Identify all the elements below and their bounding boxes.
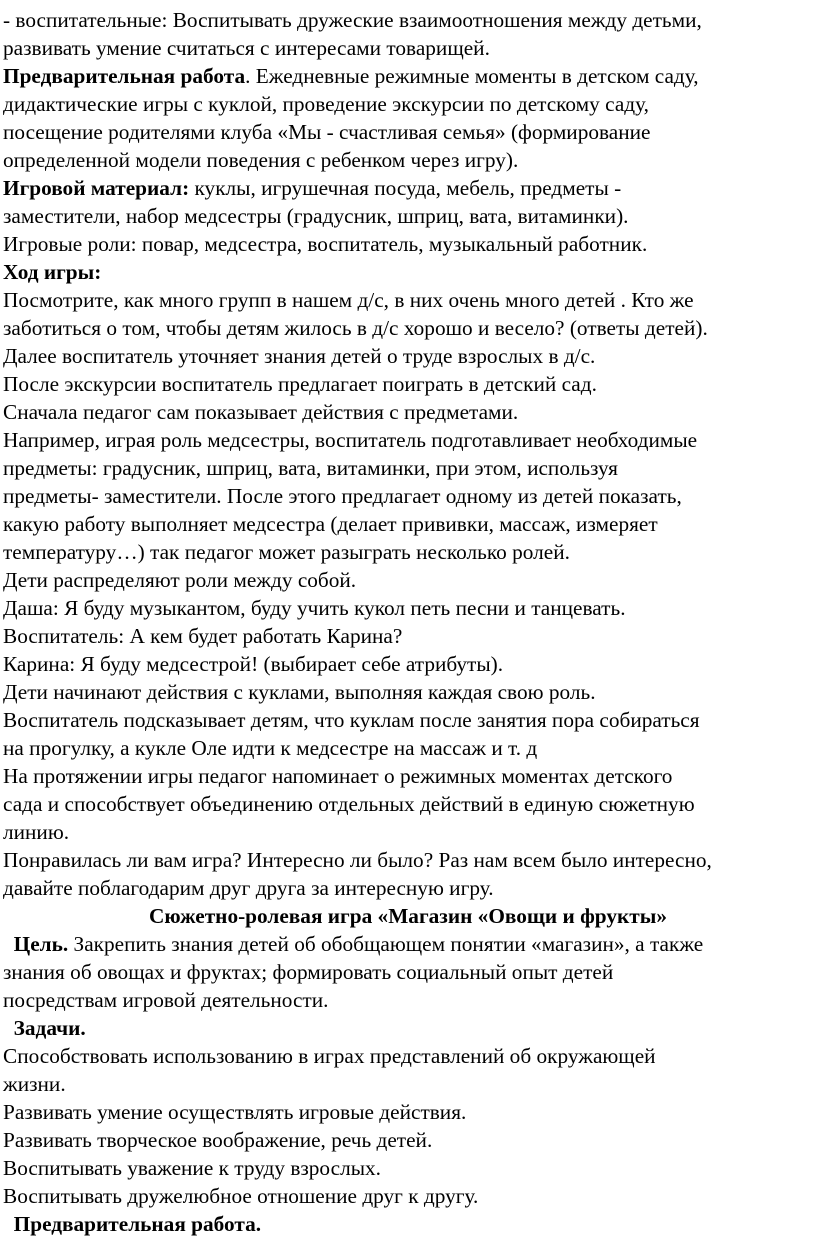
game-roles-line: Игровые роли: повар, медсестра, воспитатель, музыкальный работник. xyxy=(3,232,648,256)
text-line: посредствам игровой деятельности. xyxy=(3,988,329,1012)
game-material-paragraph: Игровой материал: куклы, игрушечная посуда, мебель, предметы - xyxy=(3,176,622,200)
text-line: Понравилась ли вам игра? Интересно ли было? Раз нам всем было интересно, xyxy=(3,848,712,872)
text-line: знания об овощах и фруктах; формировать социальный опыт детей xyxy=(3,960,614,984)
text-line: Способствовать использованию в играх представлений об окружающей xyxy=(3,1044,656,1068)
text-line: На протяжении игры педагог напоминает о режимных моментах детского xyxy=(3,764,673,788)
text-line: Воспитывать уважение к труду взрослых. xyxy=(3,1156,381,1180)
text-line: дидактические игры с куклой, проведение экскурсии по детскому саду, xyxy=(3,92,649,116)
text-line: посещение родителями клуба «Мы - счастливая семья» (формирование xyxy=(3,120,651,144)
text-line: Даша: Я буду музыкантом, буду учить кукол петь песни и танцевать. xyxy=(3,596,626,620)
text-line: сада и способствует объединению отдельных действий в единую сюжетную xyxy=(3,792,695,816)
preparatory-work-heading: Предварительная работа. xyxy=(13,1212,262,1236)
text-line: жизни. xyxy=(3,1072,66,1096)
goal-label: Цель. xyxy=(13,932,69,956)
text-line: - воспитательные: Воспитывать дружеские взаимоотношения между детьми, xyxy=(3,8,702,32)
text-line: Развивать умение осуществлять игровые действия. xyxy=(3,1100,467,1124)
game-material-label: Игровой материал: xyxy=(3,176,190,200)
preparatory-work-paragraph: Предварительная работа. Ежедневные режимные моменты в детском саду, xyxy=(3,64,699,88)
text-line: какую работу выполняет медсестра (делает прививки, массаж, измеряет xyxy=(3,512,658,536)
text-line: Воспитатель подсказывает детям, что куклам после занятия пора собираться xyxy=(3,708,700,732)
goal-paragraph: Цель. Закрепить знания детей об обобщающем понятии «магазин», а также xyxy=(13,932,704,956)
text-line: Сначала педагог сам показывает действия с предметами. xyxy=(3,400,519,424)
text-line: После экскурсии воспитатель предлагает поиграть в детский сад. xyxy=(3,372,597,396)
text-line: предметы- заместители. После этого предлагает одному из детей показать, xyxy=(3,484,682,508)
text-line: на прогулку, а кукле Оле идти к медсестре на массаж и т. д xyxy=(3,736,538,760)
text-line: заботиться о том, чтобы детям жилось в д/с хорошо и весело? (ответы детей). xyxy=(3,316,708,340)
text-line: температуру…) так педагог может разыграть несколько ролей. xyxy=(3,540,570,564)
text-line: предметы: градусник, шприц, вата, витаминки, при этом, используя xyxy=(3,456,618,480)
text-line: Воспитывать дружелюбное отношение друг к другу. xyxy=(3,1184,479,1208)
course-heading: Ход игры: xyxy=(3,260,102,284)
text-line: Далее воспитатель уточняет знания детей о труде взрослых в д/с. xyxy=(3,344,596,368)
text-line: Карина: Я буду медсестрой! (выбирает себе атрибуты). xyxy=(3,652,504,676)
text-line: Воспитатель: А кем будет работать Карина? xyxy=(3,624,403,648)
text-line: Например, играя роль медсестры, воспитатель подготавливает необходимые xyxy=(3,428,698,452)
tasks-heading: Задачи. xyxy=(13,1016,86,1040)
text-line: Посмотрите, как много групп в нашем д/с, в них очень много детей . Кто же xyxy=(3,288,694,312)
text-line: Дети распределяют роли между собой. xyxy=(3,568,357,592)
text-line: Дети начинают действия с куклами, выполняя каждая свою роль. xyxy=(3,680,596,704)
section-title: Сюжетно-ролевая игра «Магазин «Овощи и фрукты» xyxy=(148,904,668,928)
text-line: давайте поблагодарим друг друга за интересную игру. xyxy=(3,876,494,900)
preparatory-work-label: Предварительная работа xyxy=(3,64,246,88)
text-line: определенной модели поведения с ребенком через игру). xyxy=(3,148,519,172)
text-line: линию. xyxy=(3,820,70,844)
text-line: заместители, набор медсестры (градусник, шприц, вата, витаминки). xyxy=(3,204,629,228)
text-line: Развивать творческое воображение, речь детей. xyxy=(3,1128,433,1152)
text-line: развивать умение считаться с интересами товарищей. xyxy=(3,36,490,60)
